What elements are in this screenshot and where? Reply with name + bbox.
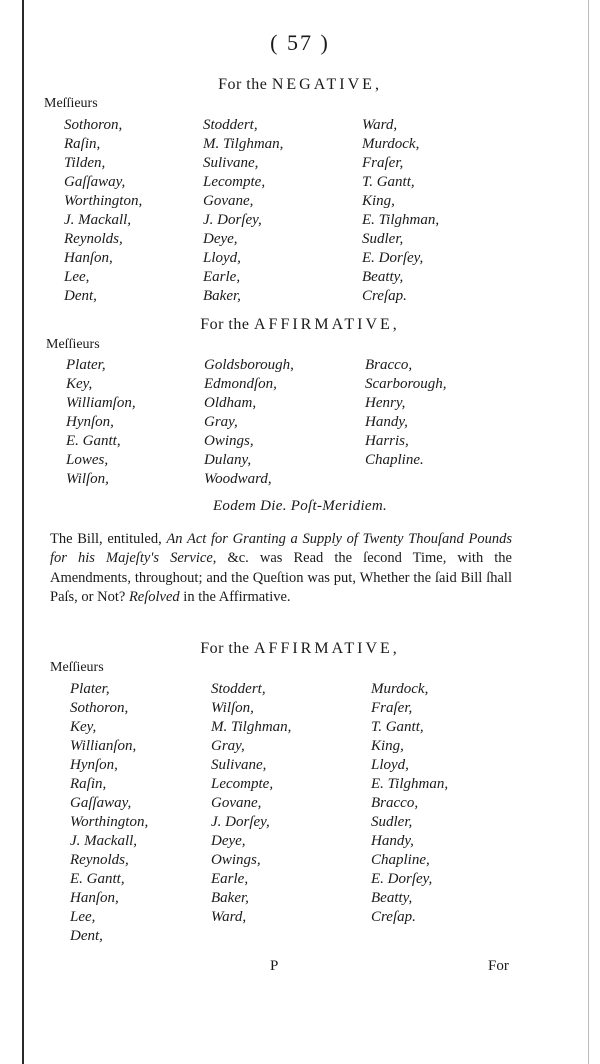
member-name: M. Tilghman, — [211, 719, 292, 735]
affirmative-heading-1 — [0, 316, 600, 334]
member-name: E. Tilghman, — [362, 212, 440, 228]
member-name: Dent, — [64, 288, 97, 304]
member-name: J. Dorſey, — [203, 212, 262, 228]
member-name: Ward, — [211, 909, 247, 925]
member-name: Chapline, — [371, 852, 430, 868]
heading-word: AFFIRMATIVE, — [253, 316, 400, 333]
member-name: Bracco, — [365, 357, 413, 373]
member-name: Willianſon, — [70, 738, 137, 754]
member-name: Handy, — [371, 833, 414, 849]
affirmative2-column-1 — [70, 680, 148, 946]
member-name: Edmondſon, — [204, 376, 277, 392]
member-name: Deye, — [211, 833, 246, 849]
member-name: Sothoron, — [70, 700, 129, 716]
page-number: ( 57 ) — [270, 30, 330, 55]
member-name: Beatty, — [362, 269, 404, 285]
member-name: Murdock, — [362, 136, 420, 152]
member-name: J. Mackall, — [70, 833, 138, 849]
member-name: Sulivane, — [203, 155, 259, 171]
member-name: Lee, — [64, 269, 90, 285]
member-name: Worthington, — [64, 193, 143, 209]
messieurs-label: Meſſieurs — [50, 660, 104, 675]
member-name: Lecompte, — [211, 776, 274, 792]
member-name: Raſin, — [64, 136, 101, 152]
member-name: J. Dorſey, — [211, 814, 270, 830]
negative-column-3 — [362, 116, 439, 306]
member-name: Wilſon, — [211, 700, 254, 716]
member-name: Woodward, — [204, 471, 272, 487]
member-name: T. Gantt, — [371, 719, 424, 735]
member-name: Murdock, — [371, 681, 429, 697]
paragraph-text: in the Affirmative. — [179, 588, 291, 605]
paragraph-text: &c. was Read the ſecond Time, with the Amendments, throughout; and the Queſtion was put, Whether the ſaid Bill ſhall Paſs, or Not? — [50, 550, 512, 605]
member-name: Plater, — [70, 681, 110, 697]
affirmative1-column-1 — [66, 356, 136, 489]
member-name: Fraſer, — [371, 700, 413, 716]
member-name: E. Gantt, — [70, 871, 125, 887]
member-name: Sulivane, — [211, 757, 267, 773]
member-name: Baker, — [211, 890, 249, 906]
member-name: Gaſſaway, — [70, 795, 132, 811]
member-name: Hanſon, — [70, 890, 119, 906]
heading-word: NEGATIVE, — [271, 76, 382, 93]
member-name: Handy, — [365, 414, 408, 430]
page-gutter-rule — [22, 0, 24, 1064]
affirmative2-column-2 — [211, 680, 291, 927]
member-name: Owings, — [211, 852, 261, 868]
member-name: J. Mackall, — [64, 212, 132, 228]
member-name: Earle, — [211, 871, 249, 887]
member-name: Goldsborough, — [204, 357, 294, 373]
signature-mark: P — [270, 958, 279, 974]
member-name: Stoddert, — [211, 681, 266, 697]
member-name: Key, — [70, 719, 97, 735]
member-name: T. Gantt, — [362, 174, 415, 190]
member-name: Fraſer, — [362, 155, 404, 171]
member-name: Williamſon, — [66, 395, 136, 411]
affirmative1-column-2 — [204, 356, 294, 489]
member-name: Chapline. — [365, 452, 424, 468]
member-name: Sudler, — [371, 814, 413, 830]
member-name: Gray, — [211, 738, 245, 754]
member-name: Bracco, — [371, 795, 419, 811]
heading-word: AFFIRMATIVE, — [253, 640, 400, 657]
member-name: Beatty, — [371, 890, 413, 906]
member-name: Henry, — [365, 395, 406, 411]
member-name: Lowes, — [66, 452, 109, 468]
member-name: Key, — [66, 376, 93, 392]
member-name: Lloyd, — [371, 757, 409, 773]
affirmative2-column-3 — [371, 680, 448, 927]
affirmative-heading-2 — [0, 640, 600, 658]
member-name: Hynſon, — [70, 757, 118, 773]
member-name: Wilſon, — [66, 471, 109, 487]
member-name: Lloyd, — [203, 250, 241, 266]
member-name: Sudler, — [362, 231, 404, 247]
member-name: M. Tilghman, — [203, 136, 284, 152]
member-name: E. Gantt, — [66, 433, 121, 449]
paragraph-text: The Bill, entituled, — [50, 531, 167, 547]
member-name: Harris, — [365, 433, 409, 449]
session-subheading: Eodem Die. Poſt-Meridiem. — [212, 498, 388, 514]
member-name: King, — [362, 193, 395, 209]
catchword: For — [488, 958, 509, 974]
member-name: Creſap. — [371, 909, 416, 925]
member-name: Earle, — [203, 269, 241, 285]
messieurs-label: Meſſieurs — [44, 96, 98, 111]
member-name: Hanſon, — [64, 250, 113, 266]
member-name: Owings, — [204, 433, 254, 449]
member-name: Hynſon, — [66, 414, 114, 430]
member-name: Lee, — [70, 909, 96, 925]
member-name: Stoddert, — [203, 117, 258, 133]
negative-column-2 — [203, 116, 283, 306]
member-name: E. Dorſey, — [362, 250, 424, 266]
member-name: Ward, — [362, 117, 398, 133]
member-name: Creſap. — [362, 288, 407, 304]
member-name: Dent, — [70, 928, 103, 944]
member-name: E. Dorſey, — [371, 871, 433, 887]
member-name: Reynolds, — [64, 231, 123, 247]
bill-title: An Act for Granting a Supply of Twenty Thouſand Pounds for his Majeſty's Service, — [50, 531, 513, 567]
member-name: Scarborough, — [365, 376, 447, 392]
resolved-word: Reſolved — [128, 588, 180, 605]
member-name: Raſin, — [70, 776, 107, 792]
member-name: Plater, — [66, 357, 106, 373]
member-name: Sothoron, — [64, 117, 123, 133]
member-name: Dulany, — [204, 452, 252, 468]
member-name: Oldham, — [204, 395, 257, 411]
heading-prefix: For the — [218, 76, 268, 93]
negative-heading — [0, 76, 600, 94]
page-edge-rule — [588, 0, 589, 1064]
member-name: King, — [371, 738, 404, 754]
heading-prefix: For the — [200, 316, 250, 333]
member-name: Worthington, — [70, 814, 149, 830]
member-name: Tilden, — [64, 155, 106, 171]
member-name: Reynolds, — [70, 852, 129, 868]
affirmative1-column-3 — [365, 356, 447, 470]
member-name: Gaſſaway, — [64, 174, 126, 190]
member-name: Deye, — [203, 231, 238, 247]
heading-prefix: For the — [200, 640, 250, 657]
negative-column-1 — [64, 116, 142, 306]
member-name: Lecompte, — [203, 174, 266, 190]
member-name: Gray, — [204, 414, 238, 430]
bill-paragraph — [50, 530, 512, 607]
member-name: E. Tilghman, — [371, 776, 449, 792]
messieurs-label: Meſſieurs — [46, 337, 100, 352]
member-name: Govane, — [211, 795, 262, 811]
member-name: Govane, — [203, 193, 254, 209]
member-name: Baker, — [203, 288, 241, 304]
